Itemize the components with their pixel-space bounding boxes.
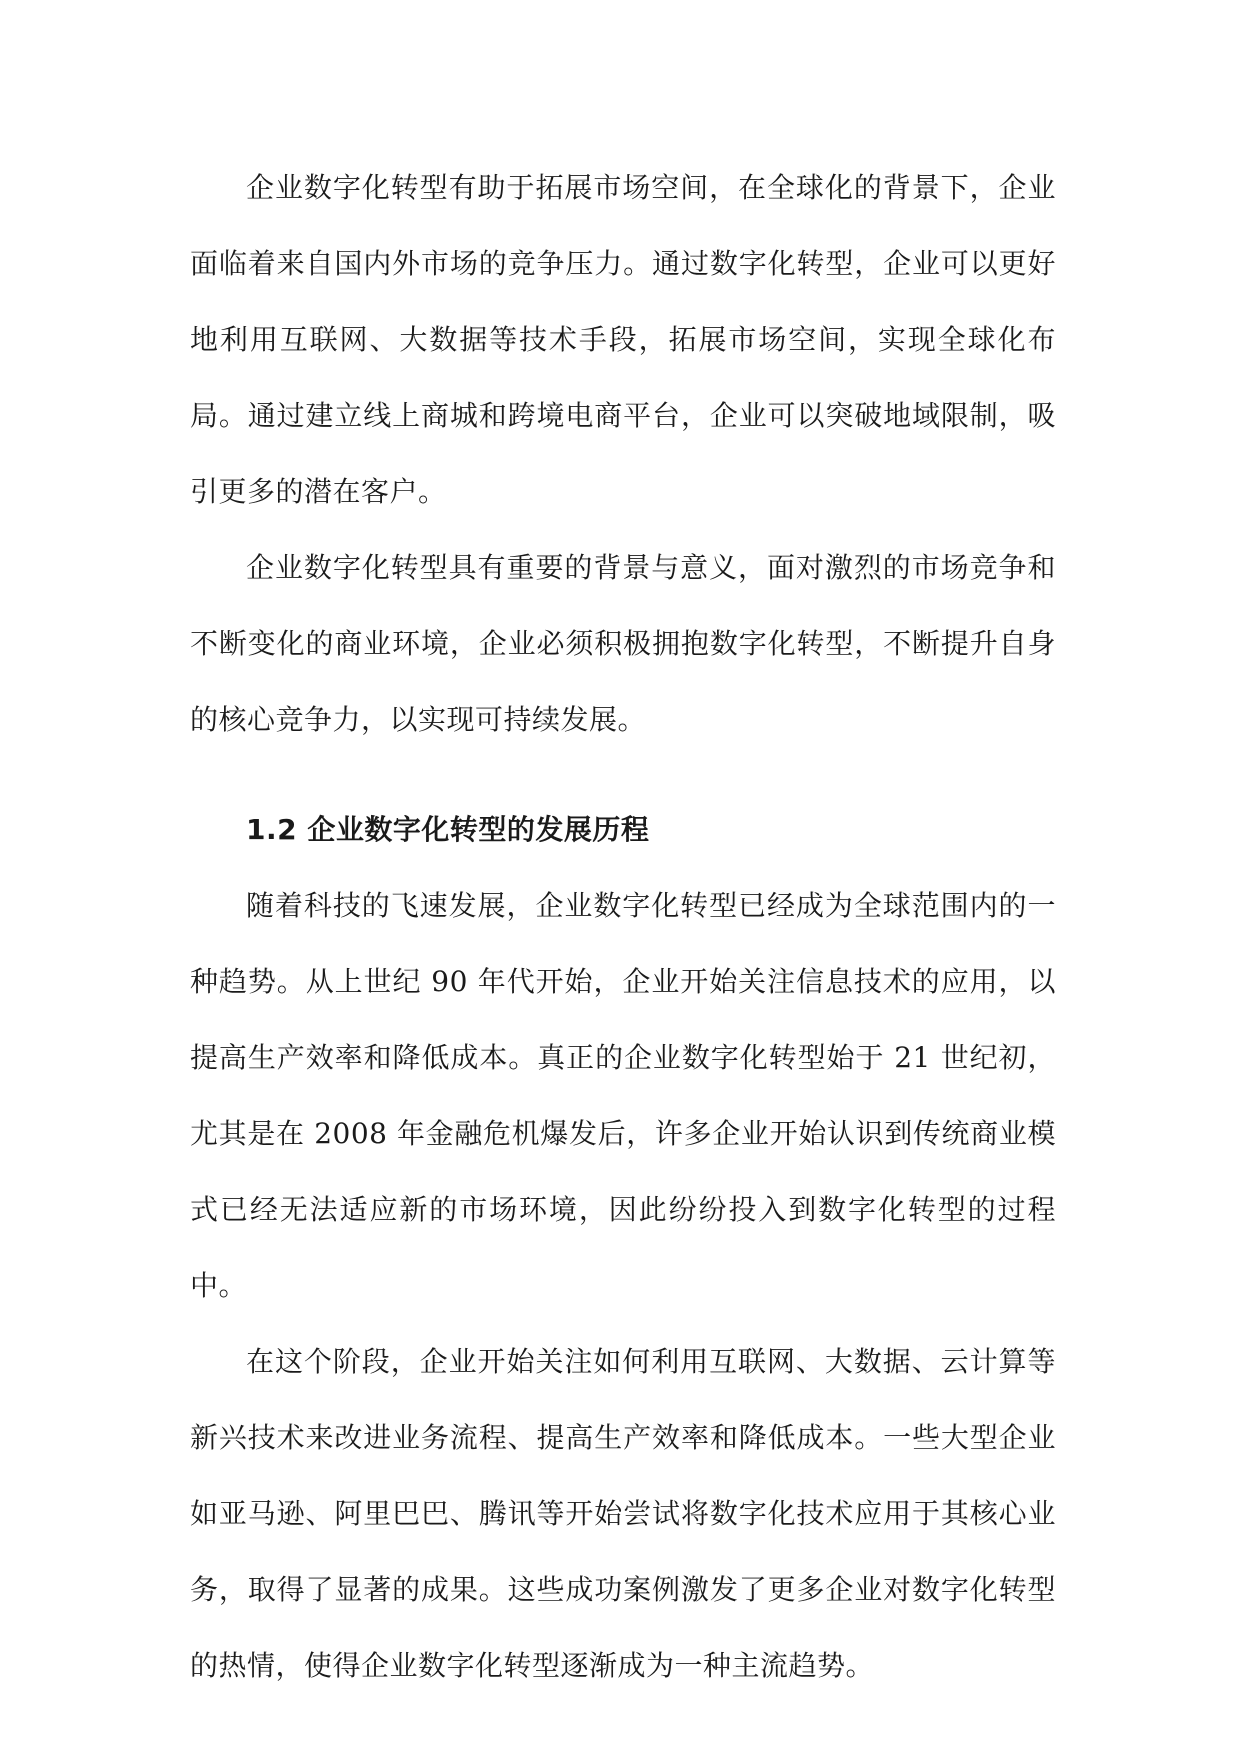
paragraph: 随着科技的飞速发展，企业数字化转型已经成为全球范围内的一种趋势。从上世纪 90 年代开始，企业开始关注信息技术的应用，以提高生产效率和降低成本。真正的企业数字化转型始于 21 世纪初，尤其是在 2008 年金融危机爆发后，许多企业开始认识到传统商业模式已经无法适应新的市场环境，因此纷纷投入到数字化转型的过程中。 xyxy=(190,889,1056,1302)
document-body xyxy=(190,150,1056,1704)
paragraph: 企业数字化转型有助于拓展市场空间，在全球化的背景下，企业面临着来自国内外市场的竞争压力。通过数字化转型，企业可以更好地利用互联网、大数据等技术手段，拓展市场空间，实现全球化布局。通过建立线上商城和跨境电商平台，企业可以突破地域限制，吸引更多的潜在客户。 xyxy=(190,171,1056,508)
section-heading: 1.2 企业数字化转型的发展历程 xyxy=(246,813,650,846)
paragraph: 企业数字化转型具有重要的背景与意义，面对激烈的市场竞争和不断变化的商业环境，企业必须积极拥抱数字化转型，不断提升自身的核心竞争力，以实现可持续发展。 xyxy=(190,551,1056,736)
paragraph: 在这个阶段，企业开始关注如何利用互联网、大数据、云计算等新兴技术来改进业务流程、提高生产效率和降低成本。一些大型企业如亚马逊、阿里巴巴、腾讯等开始尝试将数字化技术应用于其核心业务，取得了显著的成果。这些成功案例激发了更多企业对数字化转型的热情，使得企业数字化转型逐渐成为一种主流趋势。 xyxy=(190,1345,1056,1682)
